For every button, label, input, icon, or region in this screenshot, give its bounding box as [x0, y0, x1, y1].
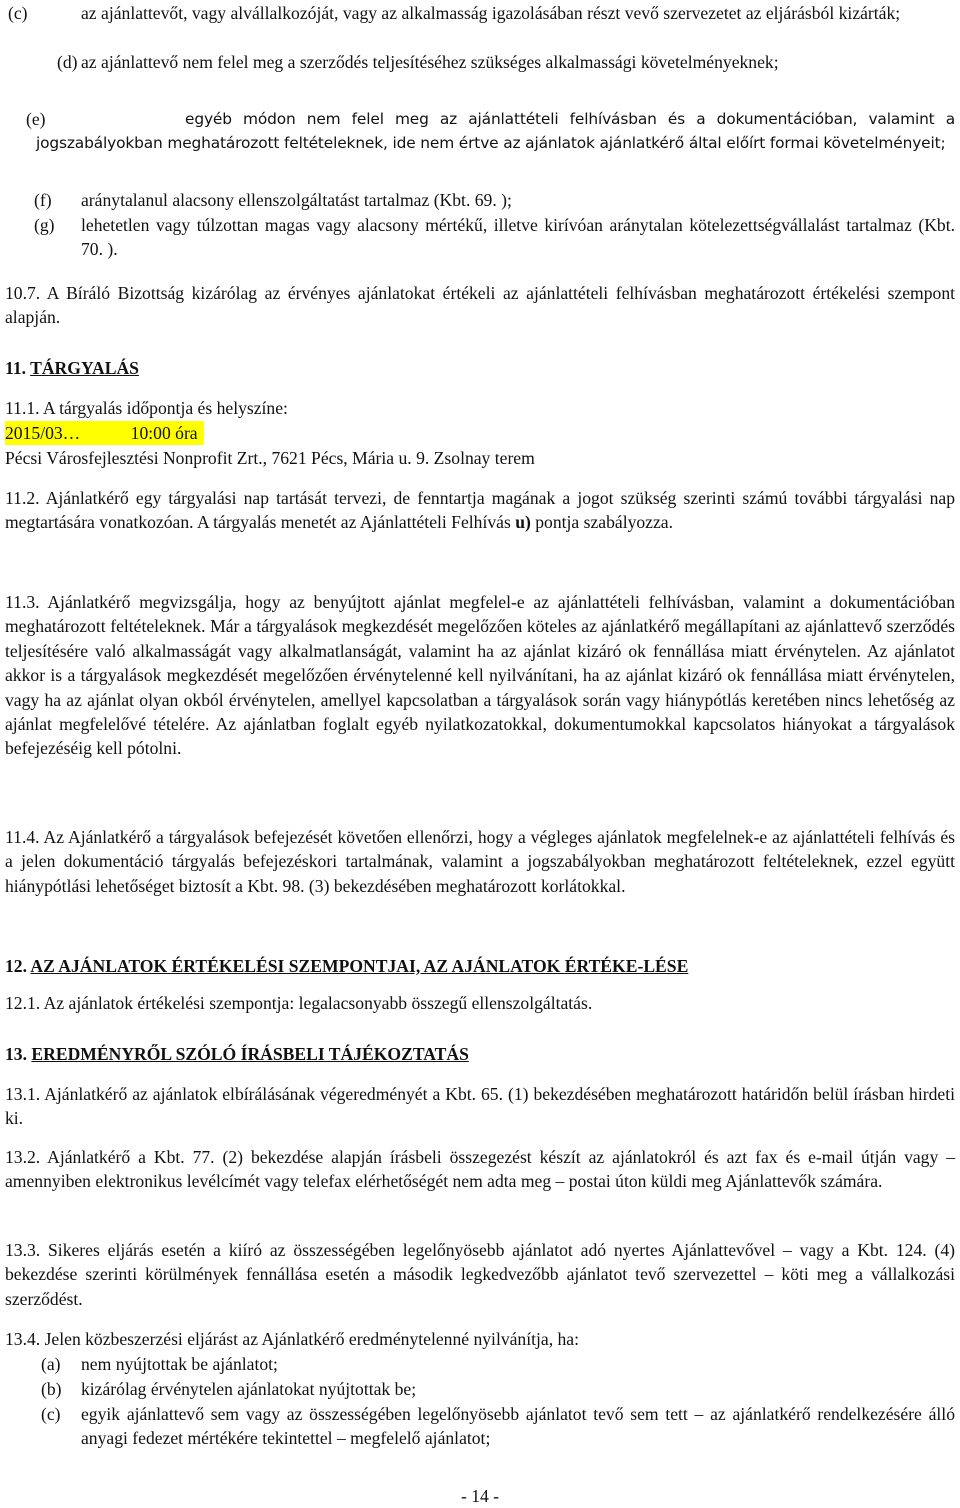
- heading-title: AZ AJÁNLATOK ÉRTÉKELÉSI SZEMPONTJAI, AZ AJÁNLATOK ÉRTÉKE-LÉSE: [30, 956, 689, 976]
- list-item-text: egyéb módon nem felel meg az ajánlattételi felhívásban és a dokumentációban, valamint a jogszabályokban meghatározott feltételeknek, ide nem értve az ajánlatok ajánlatkérő által előírt formai követelményeit;: [36, 110, 955, 153]
- list-item-f: [5, 188, 955, 212]
- paragraph-11-1-datetime: [5, 421, 955, 445]
- list-item-text: nem nyújtottak be ajánlatot;: [81, 1354, 278, 1374]
- paragraph-11-1-title: 11.1. A tárgyalás időpontja és helyszíne:: [5, 398, 288, 418]
- heading-title: TÁRGYALÁS: [30, 358, 139, 378]
- list-marker: (g): [34, 215, 55, 235]
- list-item-a: [5, 1352, 955, 1376]
- paragraph-11-4: 11.4. Az Ajánlatkérő a tárgyalások befejezését követően ellenőrzi, hogy a végleges ajánlatok megfelelnek-e az ajánlattételi felhívás és a jelen dokumentáció tárgyalás befejezéskori tartalmának, valamint a jogszabályokban meghatározott feltételeknek, ezzel együtt hiánypótlási lehetőséget biztosít a Kbt. 98. (3) bekezdésében meghatározott korlátokkal.: [5, 827, 955, 896]
- heading-number: 11.: [5, 358, 31, 378]
- list-item-text: az ajánlattevő nem felel meg a szerződés teljesítéséhez szükséges alkalmassági követelményeknek;: [81, 52, 779, 72]
- paragraph-13-4: 13.4. Jelen közbeszerzési eljárást az Ajánlatkérő eredménytelenné nyilvánítja, ha:: [5, 1329, 579, 1349]
- paragraph-13-1: 13.1. Ajánlatkérő az ajánlatok elbírálásának végeredményét a Kbt. 65. (1) bekezdésében meghatározott határidőn belül írásban hirdeti ki.: [5, 1084, 955, 1129]
- list-item-c: [5, 1, 955, 25]
- list-marker: (d): [57, 52, 78, 72]
- page-number: - 14 -: [460, 1486, 500, 1506]
- list-item-text: aránytalanul alacsony ellenszolgáltatást tartalmaz (Kbt. 69. );: [81, 190, 512, 210]
- paragraph-12-1: 12.1. Az ajánlatok értékelési szempontja: legalacsonyabb összegű ellenszolgáltatás.: [5, 993, 593, 1013]
- paragraph-11-2: 11.2. Ajánlatkérő egy tárgyalási nap tartását tervezi, de fenntartja magának a jogot szükség szerinti számú további tárgyalási nap megtartására vonatkozóan. A tárgyalás menetét az Ajánlattételi Felhívás u) pontja szabályozza.: [5, 488, 955, 533]
- list-item-d: [5, 50, 955, 74]
- list-item-text: az ajánlattevőt, vagy alvállalkozóját, vagy az alkalmasság igazolásában részt vevő szervezetet az eljárásból kizárták;: [81, 3, 901, 23]
- list-marker: (a): [41, 1354, 61, 1374]
- meeting-date: 2015/03… 10:00 óra: [5, 421, 204, 445]
- list-item-text: egyik ajánlattevő sem vagy az összességében legelőnyösebb ajánlatot tevő sem tett – az ajánlatkérő rendelkezésére álló anyagi fedezet mértékére tekintettel – megfelelő ajánlatot;: [81, 1404, 955, 1449]
- list-marker: (e): [26, 109, 46, 129]
- list-item-text: lehetetlen vagy túlzottan magas vagy alacsony mértékű, illetve kirívóan aránytalan kötelezettségvállalást tartalmaz (Kbt. 70. ).: [81, 215, 955, 260]
- list-item-e: [5, 107, 955, 156]
- section-heading-11: [5, 356, 955, 380]
- list-item-c-bottom: [5, 1402, 955, 1451]
- paragraph-13-2: 13.2. Ajánlatkérő a Kbt. 77. (2) bekezdése alapján írásbeli összegezést készít az ajánlatokról és azt fax és e-mail útján vagy – amennyiben elektronikus levélcímét vagy telefax elérhetőségét nem adta meg – postai úton küldi meg Ajánlattevők számára.: [5, 1147, 955, 1192]
- paragraph-13-3: 13.3. Sikeres eljárás esetén a kiíró az összességében legelőnyösebb ajánlatot adó nyertes Ajánlattevővel – vagy a Kbt. 124. (4) bekezdése szerinti körülmények fennállása esetén a második legkedvezőbb ajánlatot tevő szervezettel – köti meg a vállalkozási szerződést.: [5, 1240, 955, 1309]
- list-item-text: kizárólag érvénytelen ajánlatokat nyújtottak be;: [81, 1379, 417, 1399]
- heading-number: 12.: [5, 956, 31, 976]
- list-marker: (c): [41, 1404, 61, 1424]
- list-marker: (f): [34, 190, 52, 210]
- list-item-g: [5, 213, 955, 262]
- list-item-b: [5, 1377, 955, 1401]
- list-marker: (c): [8, 3, 28, 23]
- paragraph-11-1-place: Pécsi Városfejlesztési Nonprofit Zrt., 7621 Pécs, Mária u. 9. Zsolnay terem: [5, 448, 535, 468]
- list-marker: (b): [41, 1379, 62, 1399]
- heading-number: 13.: [5, 1044, 32, 1064]
- heading-title: EREDMÉNYRŐL SZÓLÓ ÍRÁSBELI TÁJÉKOZTATÁS: [31, 1044, 469, 1064]
- section-heading-13: [5, 1042, 955, 1066]
- paragraph-11-3: 11.3. Ajánlatkérő megvizsgálja, hogy az benyújtott ajánlat megfelel-e az ajánlattételi felhívásban, valamint a dokumentációban meghatározott feltételeknek. Már a tárgyalások megkezdését megelőzően köteles az ajánlatkérő megállapítani az ajánlattevő szerződés teljesítésére való alkalmasságát vagy alkalmatlanságát, valamint ha az ajánlat kizáró ok fennállása miatt érvénytelen. Az ajánlatot akkor is a tárgyalások megkezdését megelőzően érvénytelenné kell nyilvánítani, ha az ajánlat kizáró ok fennállása miatt érvénytelen, vagy ha az ajánlat olyan okból érvénytelen, amellyel kapcsolatban a tárgyalások során vagy hiánypótlás keretében nincs lehetőség az ajánlat megfelelővé tételére. Az ajánlatban foglalt egyéb nyilatkozatokkal, dokumentumokkal kapcsolatos hiányokat a tárgyalások befejezéséig kell pótolni.: [5, 592, 955, 759]
- paragraph-10-7: 10.7. A Bíráló Bizottság kizárólag az érvényes ajánlatokat értékeli az ajánlattételi felhívásban meghatározott értékelési szempont alapján.: [5, 283, 955, 328]
- section-heading-12: [5, 954, 955, 978]
